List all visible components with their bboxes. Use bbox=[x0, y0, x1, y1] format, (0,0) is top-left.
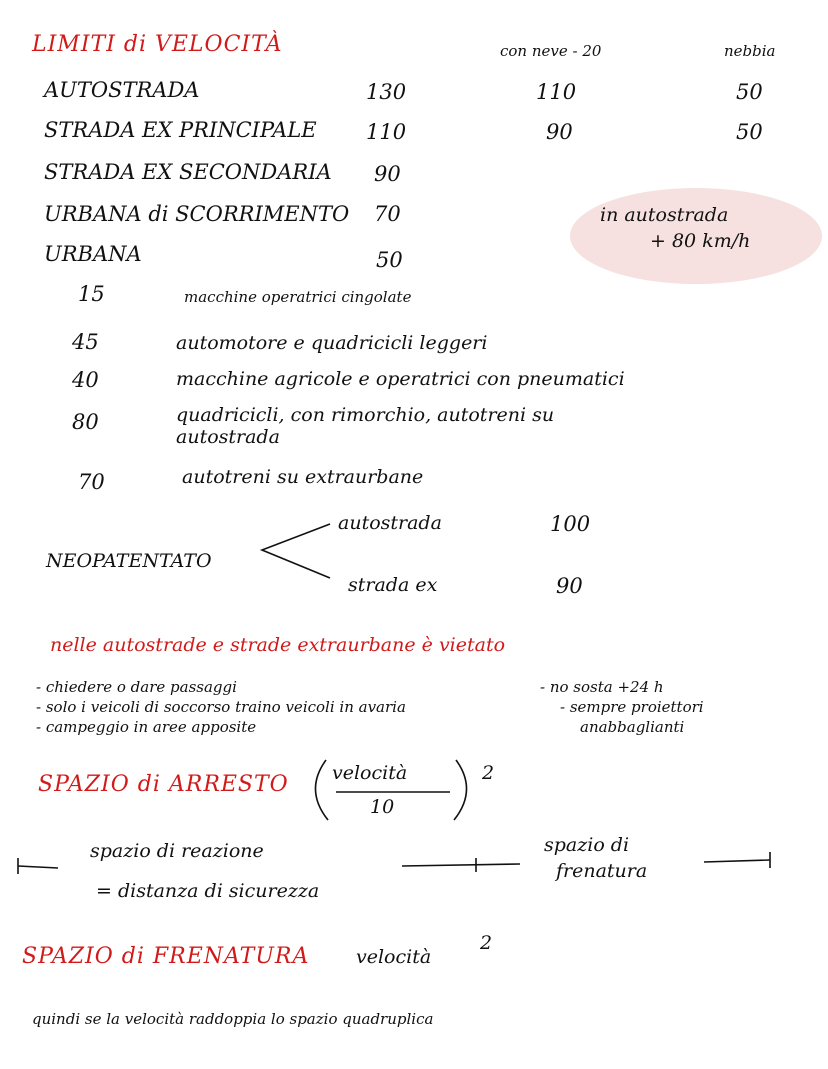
road-speed: 50 bbox=[376, 248, 403, 272]
braking-title: SPAZIO di FRENATURA bbox=[22, 944, 310, 969]
neopatentato-speed: 90 bbox=[556, 574, 583, 598]
page-title: LIMITI di VELOCITÀ bbox=[32, 32, 283, 57]
prohibited-item-right: - no sosta +24 h bbox=[540, 678, 664, 696]
prohibited-item-right: anabbaglianti bbox=[580, 718, 685, 736]
road-speed: 110 bbox=[366, 120, 407, 144]
road-speed-snow: 110 bbox=[536, 80, 577, 104]
vehicle-text-cont: autostrada bbox=[176, 426, 280, 448]
road-speed: 90 bbox=[374, 162, 401, 186]
braking-space-label: spazio di bbox=[544, 834, 630, 856]
road-speed: 70 bbox=[374, 202, 401, 226]
road-name: URBANA bbox=[44, 242, 142, 266]
road-name: STRADA EX PRINCIPALE bbox=[44, 118, 317, 142]
prohibited-item-right: - sempre proiettori bbox=[560, 698, 704, 716]
vehicle-text: quadricicli, con rimorchio, autotreni su bbox=[176, 404, 555, 426]
prohibited-title: nelle autostrade e strade extraurbane è vietato bbox=[50, 634, 506, 656]
road-speed-fog: 50 bbox=[736, 120, 763, 144]
vehicle-speed: 40 bbox=[72, 368, 99, 392]
neopatentato-road: strada ex bbox=[348, 574, 438, 596]
stopping-formula-denominator: 10 bbox=[370, 796, 395, 818]
formula-open-paren bbox=[315, 760, 328, 820]
formula-close-paren bbox=[454, 760, 467, 820]
vehicle-text: macchine agricole e operatrici con pneumatici bbox=[176, 368, 625, 390]
road-speed-snow: 90 bbox=[546, 120, 573, 144]
braking-space-label-cont: frenatura bbox=[556, 860, 648, 882]
column-header-snow: con neve - 20 bbox=[500, 42, 602, 60]
vehicle-speed: 70 bbox=[78, 470, 105, 494]
road-speed-fog: 50 bbox=[736, 80, 763, 104]
stopping-title: SPAZIO di ARRESTO bbox=[38, 772, 289, 797]
highlight-note-line2: + 80 km/h bbox=[650, 230, 751, 252]
reaction-space-label: spazio di reazione bbox=[90, 840, 264, 862]
stopping-formula-numerator: velocità bbox=[332, 762, 408, 784]
road-name: STRADA EX SECONDARIA bbox=[44, 160, 332, 184]
vehicle-speed: 45 bbox=[72, 330, 99, 354]
highlight-note-line1: in autostrada bbox=[600, 204, 729, 226]
column-header-fog: nebbia bbox=[724, 42, 776, 60]
vehicle-text: macchine operatrici cingolate bbox=[184, 288, 412, 306]
prohibited-item: - campeggio in aree apposite bbox=[36, 718, 257, 736]
road-name: URBANA di SCORRIMENTO bbox=[44, 202, 350, 226]
neopatentato-speed: 100 bbox=[550, 512, 591, 536]
neopatentato-road: autostrada bbox=[338, 512, 442, 534]
prohibited-item: - chiedere o dare passaggi bbox=[36, 678, 237, 696]
road-speed: 130 bbox=[366, 80, 407, 104]
braking-formula: velocità bbox=[356, 946, 432, 968]
braking-formula-exponent: 2 bbox=[480, 932, 493, 954]
vehicle-text: autotreni su extraurbane bbox=[182, 466, 424, 488]
road-name: AUTOSTRADA bbox=[44, 78, 200, 102]
vehicle-text: automotore e quadricicli leggeri bbox=[176, 332, 488, 354]
vehicle-speed: 15 bbox=[78, 282, 105, 306]
timeline-start-segment bbox=[18, 866, 58, 868]
prohibited-item: - solo i veicoli di soccorso traino veicoli in avaria bbox=[36, 698, 406, 716]
conclusion-text: quindi se la velocità raddoppia lo spazio quadruplica bbox=[32, 1010, 434, 1028]
branch-bracket bbox=[262, 524, 330, 578]
vehicle-speed: 80 bbox=[72, 410, 99, 434]
timeline-mid-segment bbox=[402, 864, 520, 866]
timeline-end-segment bbox=[704, 860, 770, 862]
safety-distance-label: = distanza di sicurezza bbox=[96, 880, 320, 902]
stopping-formula-exponent: 2 bbox=[482, 762, 495, 784]
neopatentato-label: NEOPATENTATO bbox=[46, 550, 212, 572]
